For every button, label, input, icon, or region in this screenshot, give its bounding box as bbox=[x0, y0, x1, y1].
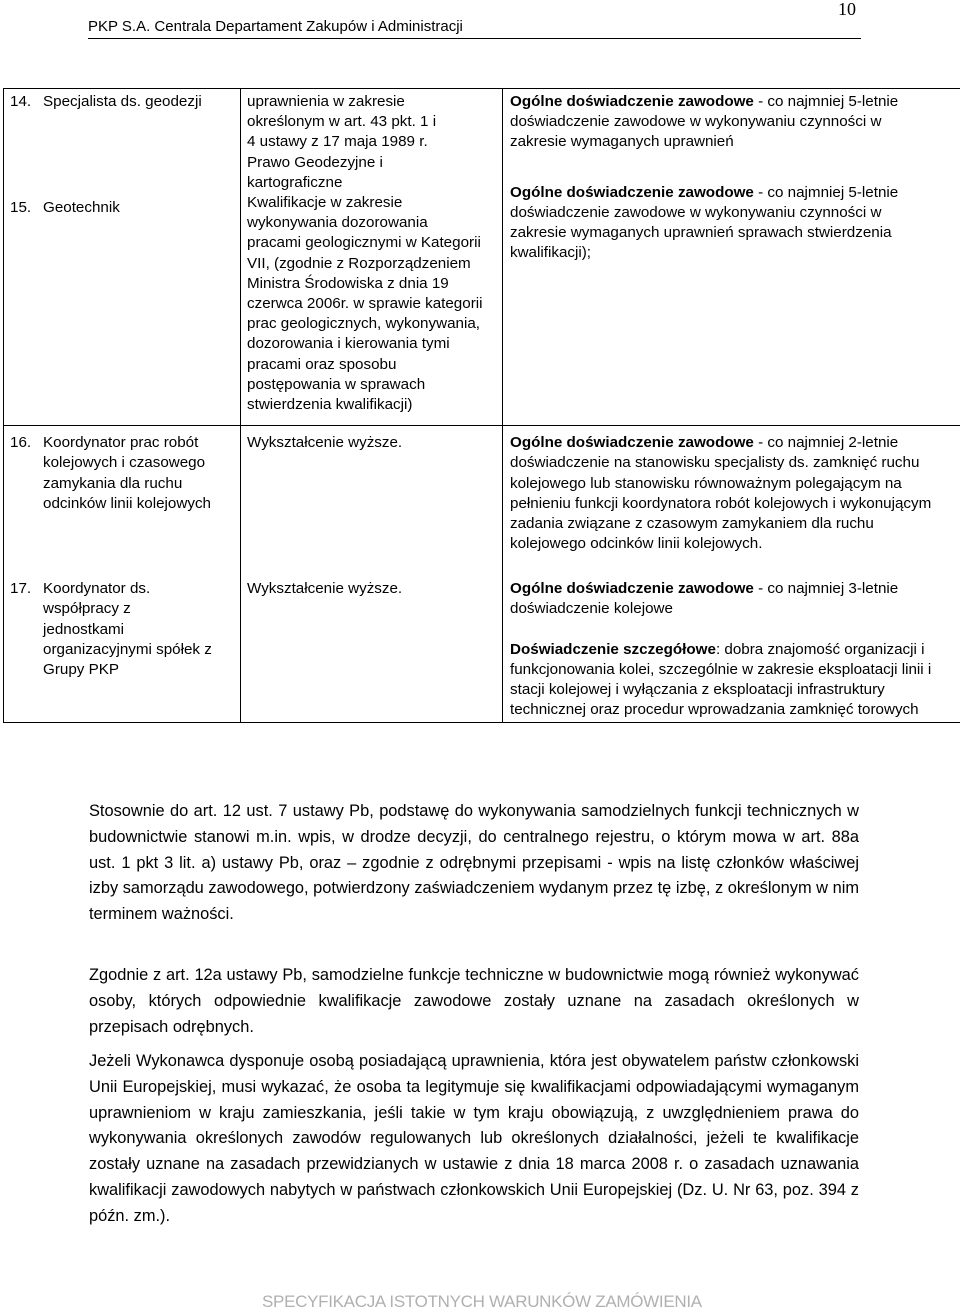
paragraph: Jeżeli Wykonawca dysponuje osobą posiadającą uprawnienia, która jest obywatelem państw członkowski Unii Europejskiej, musi wykazać, że osoba ta legitymuje się kwalifikacjami odpowiadającymi wymaganym uprawnieniom w kraju zamieszkania, jeśli takie w tym kraju obowiązują, z uwzględnieniem prawa do wykonywania określonych zawodów regulowanych lub określonych działalności, jeżeli te kwalifikacje zostały uznane na zasadach przewidzianych w ustawie z dnia 18 marca 2008 r. o zasadach uznawania kwalifikacji zawodowych nabytych w państwach członkowskich Unii Europejskiej (Dz. U. Nr 63, poz. 394 z późn. zm.). bbox=[89, 1049, 859, 1230]
qualifications-text: Wykształcenie wyższe. bbox=[247, 579, 502, 599]
position-cell bbox=[4, 89, 241, 426]
row-number: 14. bbox=[10, 92, 43, 198]
position-name: Geotechnik bbox=[43, 198, 120, 218]
row-number: 16. bbox=[10, 433, 43, 579]
table-row bbox=[4, 89, 960, 426]
document-header: PKP S.A. Centrala Departament Zakupów i Administracji bbox=[88, 14, 463, 40]
position-cell bbox=[4, 426, 241, 723]
qualifications-text: Wykształcenie wyższe. bbox=[247, 433, 502, 579]
qualifications-cell bbox=[241, 89, 503, 426]
row-number: 15. bbox=[10, 198, 43, 218]
page-number: 10 bbox=[838, 0, 856, 18]
document-footer: SPECYFIKACJA ISTOTNYCH WARUNKÓW ZAMÓWIENIA bbox=[262, 1292, 702, 1312]
qualifications-text: uprawnienia w zakresie określonym w art. 43 pkt. 1 i 4 ustawy z 17 maja 1989 r. Prawo Geodezyjne i kartograficzne bbox=[247, 92, 447, 193]
row-number: 17. bbox=[10, 579, 43, 680]
detail-experience-text: Doświadczenie szczegółowe: dobra znajomość organizacji i funkcjonowania kolei, szczególnie w zakresie eksploatacji linii i stacji kolejowej i wyłączania z eksploatacji infrastruktury technicznej oraz procedur wprowadzania zamknięć torowych bbox=[510, 640, 950, 721]
paragraph: Zgodnie z art. 12a ustawy Pb, samodzielne funkcje techniczne w budownictwie mogą również wykonywać osoby, których odpowiednie kwalifikacje zawodowe zostały uznane na zasadach określonych w przepisach odrębnych. bbox=[89, 963, 859, 1040]
experience-text: Ogólne doświadczenie zawodowe - co najmniej 2-letnie doświadczenie na stanowisku specjalisty ds. zamknięć ruchu kolejowego lub stanowisku równoważnym polegającym na pełnieniu funkcji koordynatora robót kolejowych i wykonującym zadania związane z czasowym zamykaniem dla ruchu kolejowego odcinków linii kolejowych. bbox=[510, 433, 950, 579]
header-rule bbox=[88, 38, 861, 39]
requirements-table bbox=[3, 88, 960, 723]
position-name: Koordynator prac robót kolejowych i czasowego zamykania dla ruchu odcinków linii kolejowych bbox=[43, 433, 233, 579]
experience-text: Ogólne doświadczenie zawodowe - co najmniej 5-letnie doświadczenie zawodowe w wykonywaniu czynności w zakresie wymaganych uprawnień sprawach stwierdzenia kwalifikacji); bbox=[510, 183, 930, 264]
experience-cell bbox=[503, 426, 960, 723]
experience-text: Ogólne doświadczenie zawodowe - co najmniej 3-letnie doświadczenie kolejowe bbox=[510, 579, 930, 619]
experience-text: Ogólne doświadczenie zawodowe - co najmniej 5-letnie doświadczenie zawodowe w wykonywaniu czynności w zakresie wymaganych uprawnień bbox=[510, 92, 930, 153]
position-name: Koordynator ds. współpracy z jednostkami organizacyjnymi spółek z Grupy PKP bbox=[43, 579, 213, 680]
position-name: Specjalista ds. geodezji bbox=[43, 92, 203, 198]
qualifications-text: Kwalifikacje w zakresie wykonywania dozorowania pracami geologicznymi w Kategorii VII, (zgodnie z Rozporządzeniem Ministra Środowiska z dnia 19 czerwca 2006r. w sprawie kategorii prac geologicznych, wykonywania, dozorowania i kierowania tymi pracami oraz sposobu postępowania w sprawach stwierdzenia kwalifikacji) bbox=[247, 193, 483, 415]
paragraph: Stosownie do art. 12 ust. 7 ustawy Pb, podstawę do wykonywania samodzielnych funkcji technicznych w budownictwie stanowi m.in. wpis, w drodze decyzji, do centralnego rejestru, o którym mowa w art. 88a ust. 1 pkt 3 lit. a) ustawy Pb, oraz – zgodnie z odrębnymi przepisami - wpis na listę członków właściwej izby samorządu zawodowego, potwierdzony zaświadczeniem wydanym przez tę izbę, z określonym w nim terminem ważności. bbox=[89, 799, 859, 928]
table-row bbox=[4, 426, 960, 723]
experience-cell bbox=[503, 89, 960, 426]
qualifications-cell bbox=[241, 426, 503, 723]
